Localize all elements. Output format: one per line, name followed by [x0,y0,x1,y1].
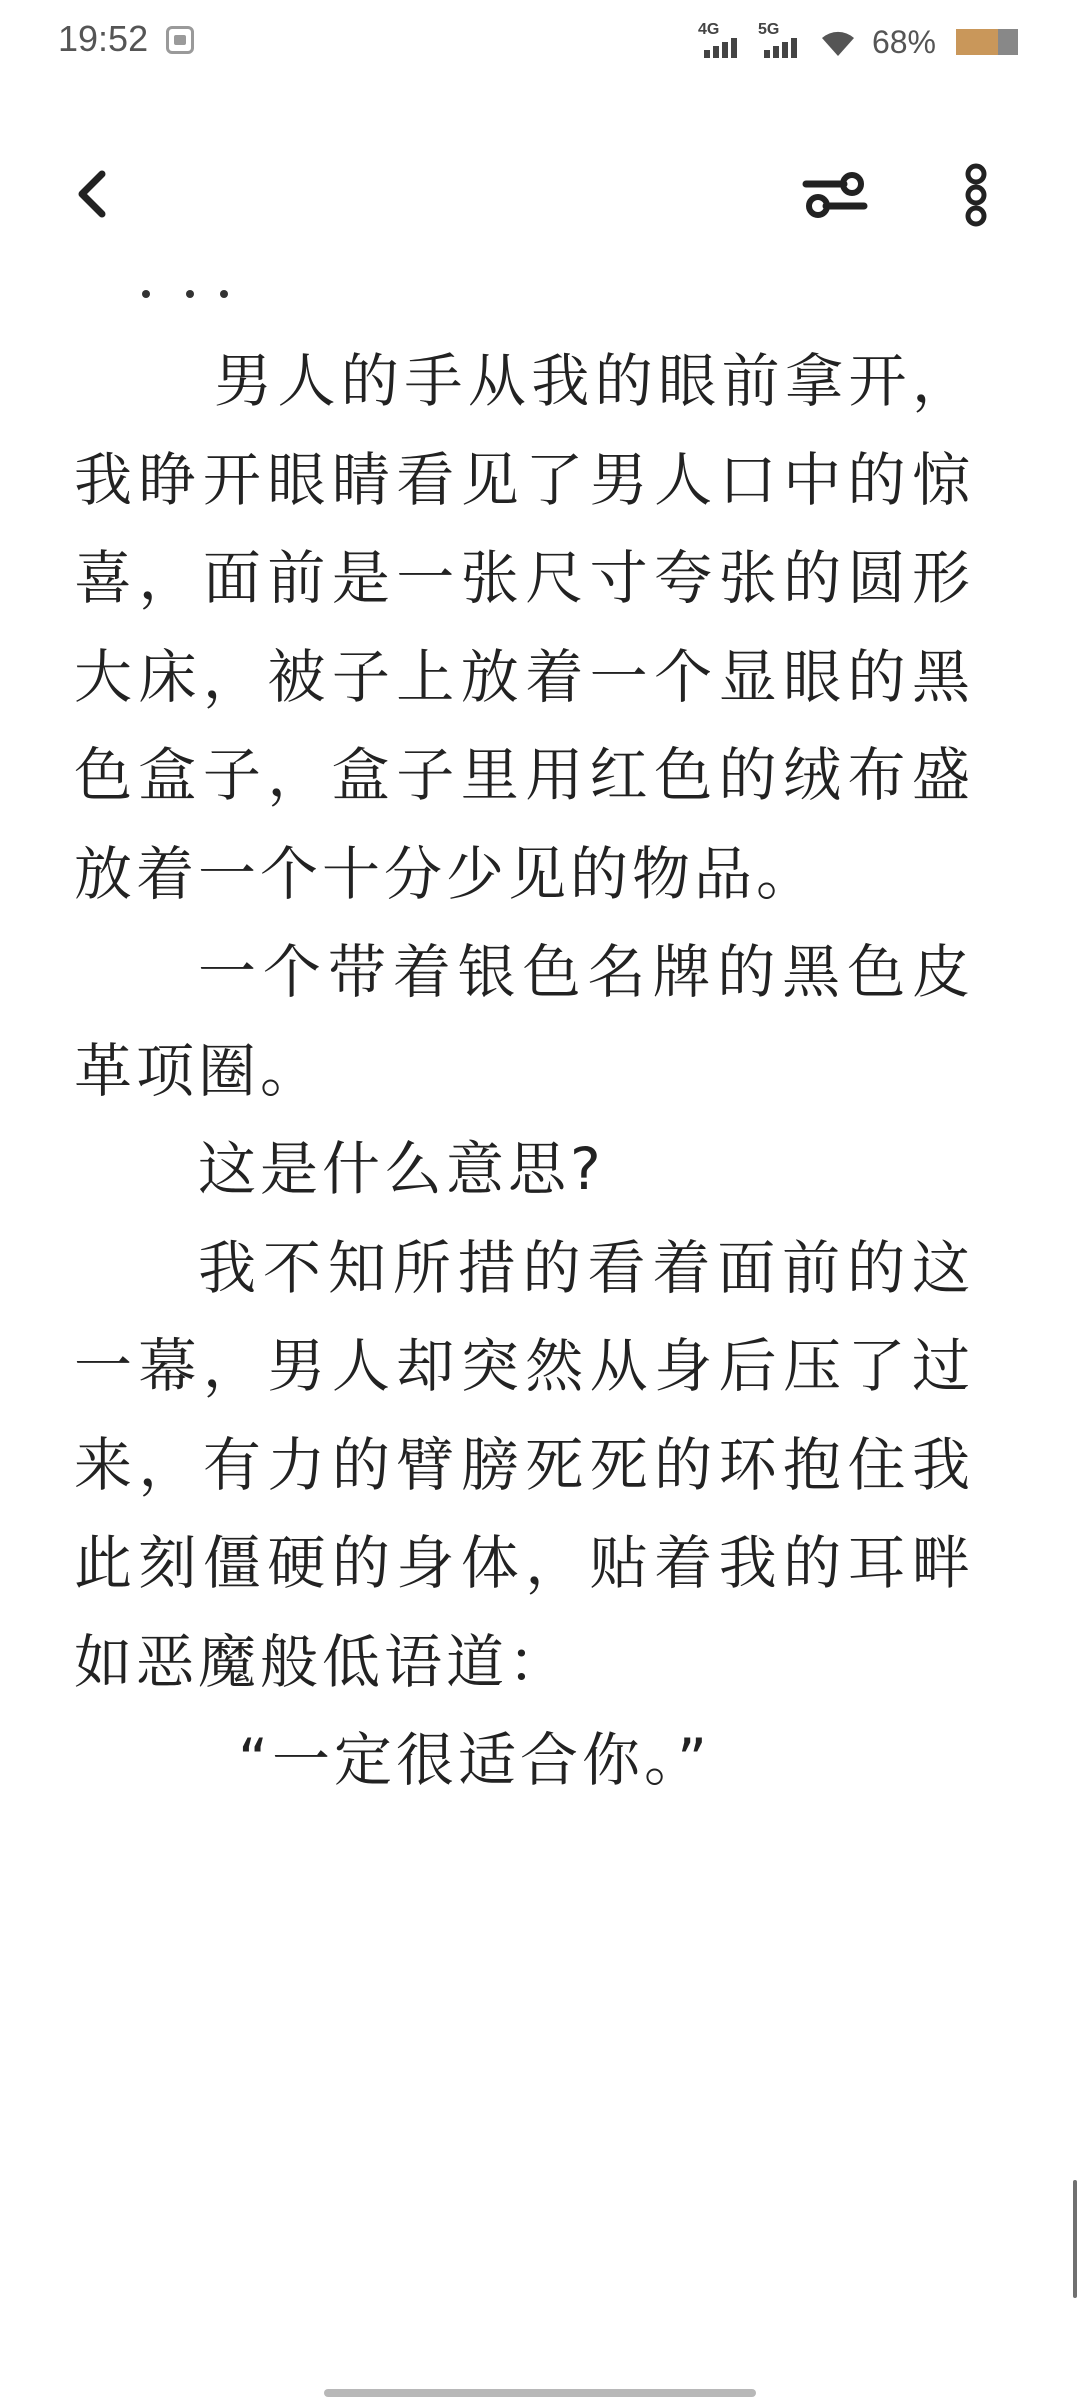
signal-4g-label: 4G [697,21,720,38]
gesture-nav-bar[interactable] [324,2389,756,2397]
signal-4g-icon [698,22,744,62]
app-notification-icon [166,26,194,54]
paragraph: 这是什么意思? [198,1135,605,1203]
reader-content [74,332,974,1810]
back-icon[interactable] [62,162,126,226]
status-indicators [698,20,1018,64]
more-options-icon[interactable] [946,160,1006,230]
reader-top-bar [0,140,1080,250]
signal-5g-icon [758,22,804,62]
paragraph: 男人的手从我的眼前拿开，我睁开眼睛看见了男人口中的惊喜，面前是一张尺寸夸张的圆形大床，被子上放着一个显眼的黑色盒子，盒子里用红色的绒布盛放着一个十分少见的物品。 [74,347,974,908]
reading-settings-icon[interactable] [800,160,870,230]
scroll-indicator[interactable] [1073,2180,1077,2298]
battery-icon [956,29,1018,55]
signal-5g-label: 5G [757,21,780,38]
cut-off-text-fragment [128,284,238,304]
status-time: 19:52 [58,18,149,59]
wifi-icon [818,26,858,58]
status-bar [0,0,1080,84]
paragraph: 一个带着银色名牌的黑色皮革项圈。 [74,938,974,1105]
paragraph: “一定很适合你。” [238,1726,712,1794]
paragraph: 我不知所措的看着面前的这一幕，男人却突然从身后压了过来，有力的臂膀死死的环抱住我此刻僵硬的身体，贴着我的耳畔如恶魔般低语道： [74,1233,974,1696]
battery-percent: 68% [871,23,936,60]
battery-level [956,29,998,55]
